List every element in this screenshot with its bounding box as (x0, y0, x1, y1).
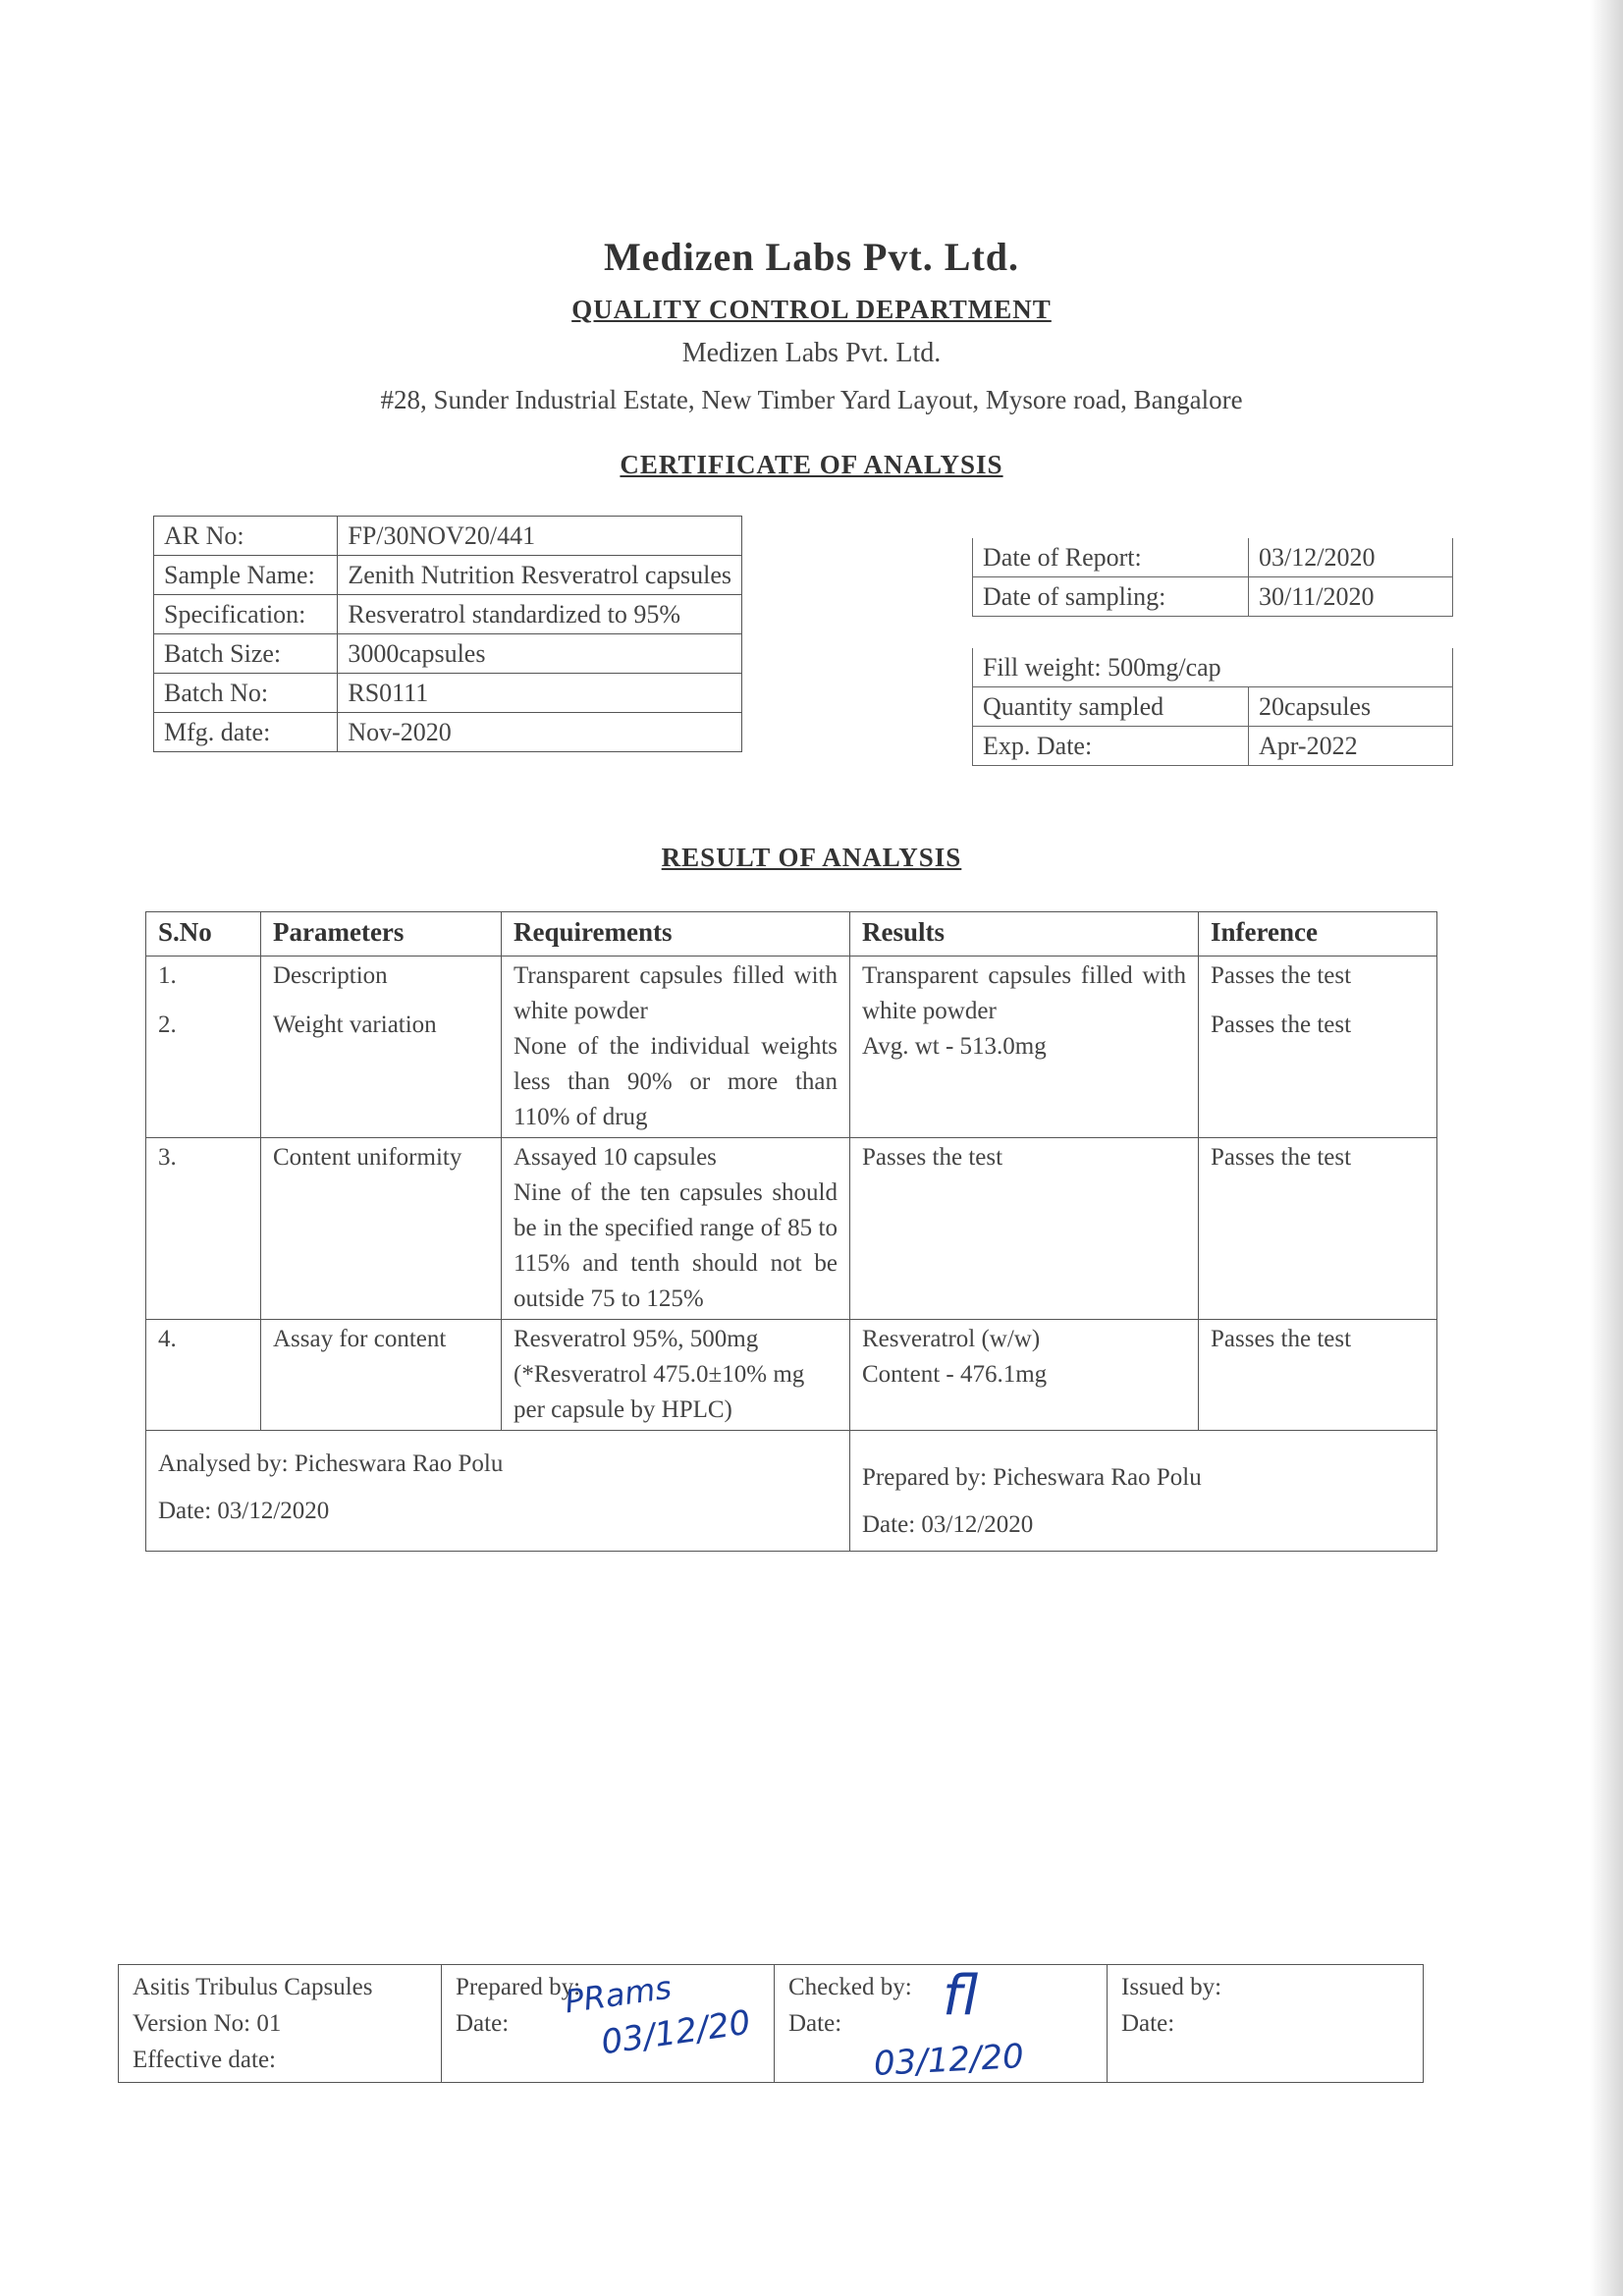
info-row: Mfg. date: Nov-2020 (154, 713, 742, 752)
header-sno: S.No (146, 912, 261, 957)
issued-by-label: Issued by: (1121, 1974, 1222, 2000)
checked-signature: fl (943, 1964, 979, 2028)
header-results: Results (850, 912, 1199, 957)
prepared-by: Prepared by: Picheswara Rao Polu (862, 1464, 1202, 1491)
table-row: 3. Content uniformity Assayed 10 capsules Nine of the ten capsules should be in the specified range of 85 to 115% and tenth should not be outside 75 to 125% Passes the test Passes the test (146, 1138, 1437, 1320)
sample-info-table (153, 516, 742, 752)
header-requirements: Requirements (502, 912, 850, 957)
prepared-date-handwritten: 03/12/20 (598, 2002, 753, 2063)
results-table (145, 911, 1437, 1552)
header-inference: Inference (1199, 912, 1437, 957)
analysed-date: Date: 03/12/2020 (158, 1498, 330, 1524)
exp-date: Apr-2022 (1249, 727, 1453, 766)
quantity-sampled-label: Quantity sampled (973, 687, 1249, 727)
company-subtitle: Medizen Labs Pvt. Ltd. (681, 338, 942, 368)
prepared-signature: PRams (562, 1968, 675, 2021)
table-row: 4. Assay for content Resveratrol 95%, 500mg (*Resveratrol 475.0±10% mg per capsule by HPLC) Resveratrol (w/w) Content - 476.1mg Passes the test (146, 1320, 1437, 1431)
date-of-sampling: 30/11/2020 (1249, 577, 1453, 617)
footer-effective-date: Effective date: (133, 2047, 276, 2073)
checked-date-handwritten: 03/12/20 (873, 2037, 1025, 2084)
checked-by-label: Checked by: (788, 1974, 912, 2000)
quantity-sampled: 20capsules (1249, 687, 1453, 727)
prepared-date: Date: 03/12/2020 (862, 1511, 1034, 1538)
footer-doc-name: Asitis Tribulus Capsules (133, 1974, 373, 2000)
exp-date-label: Exp. Date: (973, 727, 1249, 766)
company-name: Medizen Labs Pvt. Ltd. (603, 235, 1020, 279)
info-row: AR No: FP/30NOV20/441 (154, 517, 742, 556)
checked-date-label: Date: (788, 2010, 842, 2037)
footer-version: Version No: 01 (133, 2010, 282, 2037)
results-header-row (146, 912, 1437, 957)
document-title: CERTIFICATE OF ANALYSIS (620, 450, 1003, 479)
analysed-by: Analysed by: Picheswara Rao Polu (158, 1450, 504, 1477)
date-of-sampling-label: Date of sampling: (973, 577, 1249, 617)
issued-date-label: Date: (1121, 2010, 1175, 2037)
department-title: QUALITY CONTROL DEPARTMENT (571, 295, 1052, 324)
table-row: 1. 2. Description Weight variation Transparent capsules filled with white powder None of the individual weights less than 90% or more than 110% of drug Transparent capsules filled with white powder Avg. wt - 513.0mg Passes the test Passes the test (146, 957, 1437, 1138)
signature-row (146, 1431, 1437, 1552)
date-of-report: 03/12/2020 (1249, 538, 1453, 577)
prepared-by-label: Prepared by: (456, 1974, 581, 2000)
info-row: Batch Size: 3000capsules (154, 634, 742, 674)
info-row: Specification: Resveratrol standardized to 95% (154, 595, 742, 634)
footer-table (118, 1964, 1424, 2083)
report-info-table (972, 538, 1453, 766)
date-of-report-label: Date of Report: (973, 538, 1249, 577)
header-parameters: Parameters (261, 912, 502, 957)
info-row: Sample Name: Zenith Nutrition Resveratrol capsules (154, 556, 742, 595)
prepared-date-label: Date: (456, 2010, 510, 2037)
results-title: RESULT OF ANALYSIS (661, 843, 962, 872)
fill-weight: Fill weight: 500mg/cap (973, 648, 1453, 687)
info-row: Batch No: RS0111 (154, 674, 742, 713)
company-address: #28, Sunder Industrial Estate, New Timber Yard Layout, Mysore road, Bangalore (380, 385, 1243, 414)
